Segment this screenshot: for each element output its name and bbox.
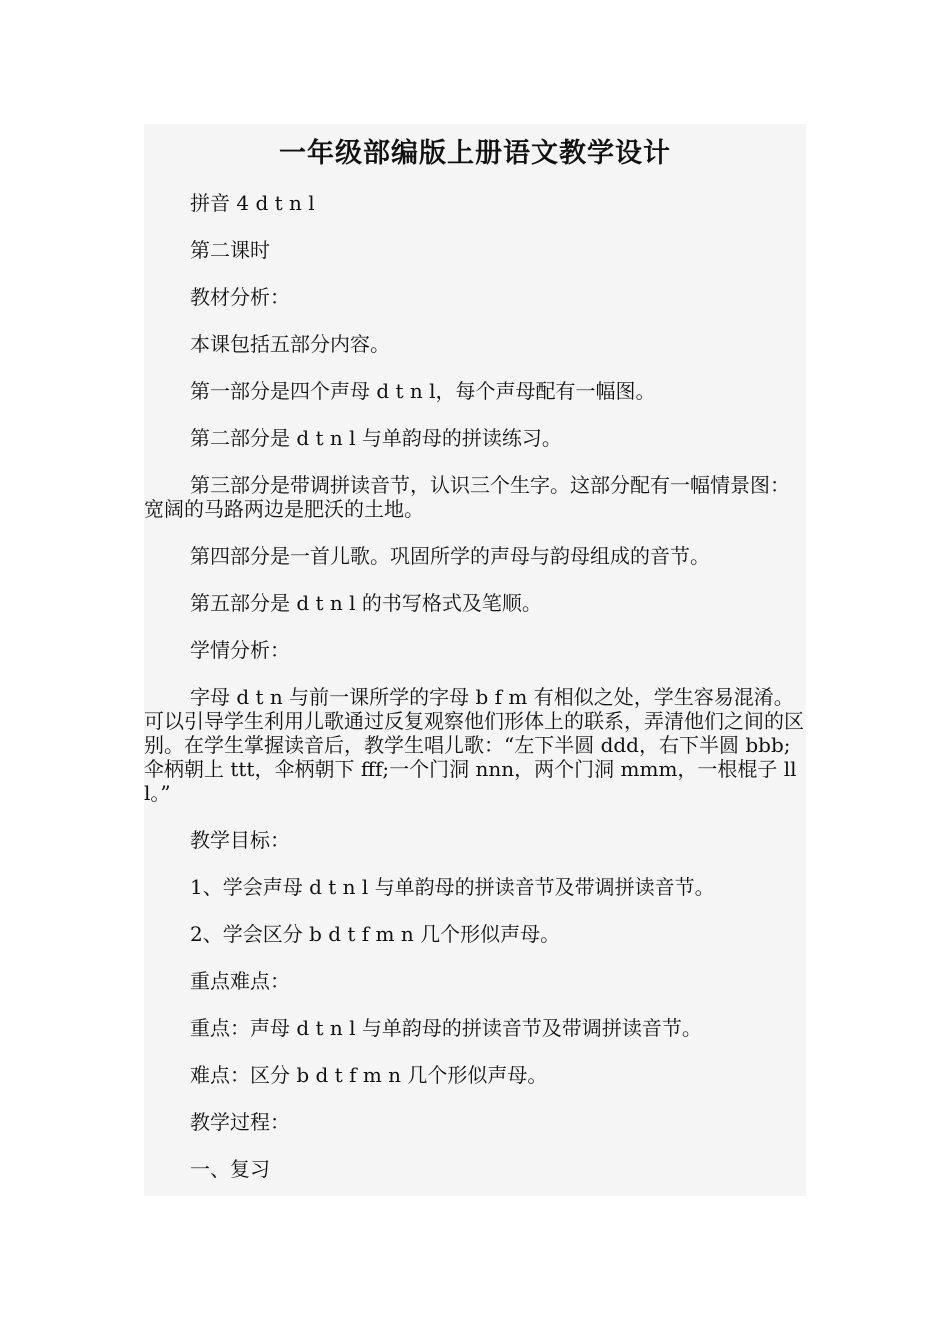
paragraph: 重点：声母 d t n l 与单韵母的拼读音节及带调拼读音节。 (190, 1016, 702, 1040)
paragraph: 重点难点： (190, 969, 290, 993)
paragraph-spacer (144, 309, 806, 332)
paragraph-spacer (144, 662, 806, 685)
document-body (144, 124, 806, 1196)
paragraph: 学情分析： (190, 638, 290, 662)
paragraph: 拼音 4 d t n l (190, 191, 315, 215)
paragraph: 第四部分是一首儿歌。巩固所学的声母与韵母组成的音节。 (190, 544, 710, 568)
paragraph-spacer (144, 262, 806, 285)
paragraph-spacer (144, 450, 806, 473)
paragraph: 难点：区分 b d t f m n 几个形似声母。 (190, 1063, 548, 1087)
document-title: 一年级部编版上册语文教学设计 (279, 138, 671, 169)
paragraph-spacer (144, 1040, 806, 1063)
paragraph: 2、学会区分 b d t f m n 几个形似声母。 (190, 922, 561, 946)
paragraph: 第三部分是带调拼读音节，认识三个生字。这部分配有一幅情景图：宽阔的马路两边是肥沃的土地。 (144, 473, 790, 521)
paragraph-spacer (144, 615, 806, 638)
paragraph-spacer (144, 1087, 806, 1110)
paragraph-spacer (144, 852, 806, 875)
paragraph-spacer (144, 215, 806, 238)
paragraph: 一、复习 (190, 1157, 270, 1181)
paragraph-spacer (144, 174, 806, 191)
paragraph-spacer (144, 993, 806, 1016)
paragraph: 第五部分是 d t n l 的书写格式及笔顺。 (190, 591, 542, 615)
paragraph: 1、学会声母 d t n l 与单韵母的拼读音节及带调拼读音节。 (190, 875, 715, 899)
paragraph-spacer (144, 1134, 806, 1157)
paragraph: 教学目标： (190, 828, 290, 852)
paragraph: 本课包括五部分内容。 (190, 332, 390, 356)
paragraph: 第一部分是四个声母 d t n l，每个声母配有一幅图。 (190, 379, 656, 403)
paragraph-list (144, 174, 806, 1181)
paragraph: 第二课时 (190, 238, 270, 262)
paragraph-spacer (144, 805, 806, 828)
paragraph-spacer (144, 899, 806, 922)
paragraph: 字母 d t n 与前一课所学的字母 b f m 有相似之处，学生容易混淆。可以引导学生利用儿歌通过反复观察他们形体上的联系，弄清他们之间的区别。在学生掌握读音后，教学生唱儿歌：“左下半圆 ddd，右下半圆 bbb;伞柄朝上 ttt，伞柄朝下 fff;一个门洞 nnn，两个门洞 mmm，一根棍子 lll。” (144, 685, 804, 805)
paragraph-spacer (144, 568, 806, 591)
paragraph: 教材分析： (190, 285, 290, 309)
paragraph-spacer (144, 946, 806, 969)
paragraph-spacer (144, 356, 806, 379)
paragraph: 第二部分是 d t n l 与单韵母的拼读练习。 (190, 426, 562, 450)
paragraph-spacer (144, 521, 806, 544)
paragraph-spacer (144, 403, 806, 426)
paragraph: 教学过程： (190, 1110, 290, 1134)
